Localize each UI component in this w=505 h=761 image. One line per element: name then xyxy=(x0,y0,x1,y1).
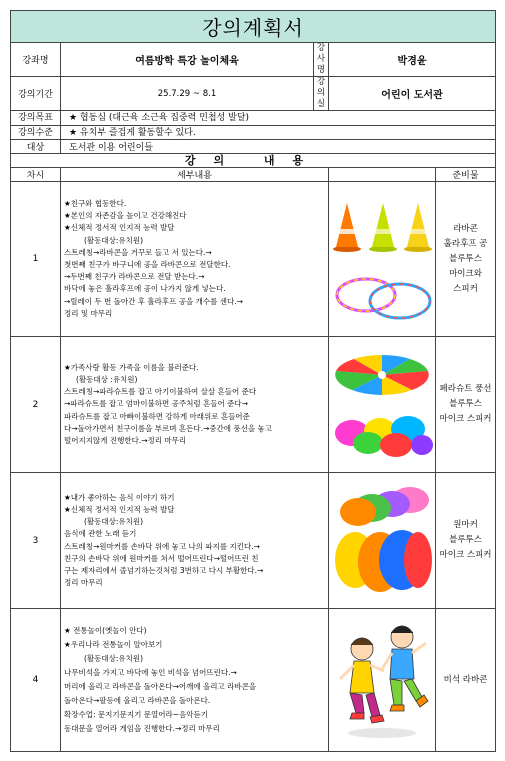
detail-line: 구는 제자리에서 졸넘기하는것처럼 3번하고 다시 부활한다.→ xyxy=(64,565,264,575)
material-item: 라바콘 xyxy=(453,223,478,234)
section-title: 강의 내용 xyxy=(11,154,496,168)
detail-line: →파라슈트를 잡고 엄마이불하면 공주처럼 흔들어 준다→ xyxy=(64,399,248,409)
detail-line: ★신체적 정서적 인지적 능력 발달 xyxy=(64,504,175,514)
detail-line: 파라슈트를 잡고 아빠이불하면 강하게 아래위로 흔들어준 xyxy=(64,411,250,421)
detail-line: 머리에 올리고 라바콘을 돌아온다→어깨에 올리고 라바콘을 xyxy=(64,682,257,691)
material-item: 마이크 스피커 xyxy=(439,550,492,560)
material-item: 페라슈트 풍선 xyxy=(439,384,492,394)
detail-line: 스트레칭→원마커를 손바닥 위에 놓고 나의 파지를 지킨다.→ xyxy=(64,541,260,551)
header-image xyxy=(329,168,436,182)
objective-level-labels xyxy=(11,111,61,140)
detail-line: (활동대상 :유치원) xyxy=(76,374,138,384)
lecture-name-value: 여름방학 특강 놀이체육 xyxy=(61,43,314,77)
document-title: 강의계획서 xyxy=(11,11,496,43)
material-item: 원마커 xyxy=(453,520,478,530)
kid-left xyxy=(340,638,384,723)
objective-level-values xyxy=(61,111,496,140)
detail-line: 돌아온다→팔등에 올리고 라바콘을 돌아온다. xyxy=(64,696,211,705)
header-materials: 준비물 xyxy=(436,168,496,182)
session-row-4 xyxy=(11,609,496,752)
session-row-3 xyxy=(11,473,496,609)
kids-playing-illustration xyxy=(330,613,435,748)
session-materials xyxy=(436,337,496,473)
level-value: ★ 유치부 즐겁게 활동할수 있다. xyxy=(61,125,495,139)
detail-line: →두번째 친구가 라바콘으로 전달 받는다.→ xyxy=(64,272,205,282)
detail-line: 동대문을 열어라 게임을 진행한다.→정리 마무리 xyxy=(64,724,220,733)
disc-markers-image xyxy=(329,473,436,609)
lecture-name-label: 강좌명 xyxy=(11,43,61,77)
detail-line: (활동대상:유치원) xyxy=(84,517,144,527)
detail-line: (활동대상:유치원) xyxy=(84,235,144,245)
session-details xyxy=(61,609,329,752)
lecture-plan-table xyxy=(10,10,496,752)
session-materials xyxy=(436,609,496,752)
detail-line: →릴레이 두 번 돌아간 후 훌라후프 공을 개수를 센다.→ xyxy=(64,296,243,306)
material-item: 블루투스 xyxy=(449,253,482,264)
detail-line: ★우리나라 전통놀이 알아보기 xyxy=(64,640,163,649)
cones-hoops-illustration xyxy=(330,189,435,329)
header-details: 세부내용 xyxy=(61,168,329,182)
target-label: 대상 xyxy=(11,140,61,154)
instructor-label-text: 강사명 xyxy=(316,43,326,75)
kids-playing-image xyxy=(329,609,436,752)
detail-line: 나무비석을 가지고 바닥에 놓인 비석을 넘어뜨린다.→ xyxy=(64,668,237,677)
objective-label: 강의목표 xyxy=(18,113,53,123)
session-details xyxy=(61,473,329,609)
room-value: 어린이 도서관 xyxy=(329,77,496,111)
disc-markers-illustration xyxy=(330,478,435,603)
kid-right xyxy=(382,626,428,711)
detail-line: 스트레칭→파라슈트를 잡고 아기이불하여 살살 흔들어 준다 xyxy=(64,387,257,397)
detail-line: 친구의 손바닥 위에 원마커를 쳐서 떨어뜨린다→떨어뜨린 친 xyxy=(64,553,259,563)
material-item: 마이크와 xyxy=(449,268,482,279)
header-session: 차시 xyxy=(11,168,61,182)
detail-line: 떨어지지않게 진행한다.→정리 마무리 xyxy=(64,436,187,445)
session-index: 4 xyxy=(11,609,61,752)
detail-line: 다→돌아가면서 친구이름을 부르며 흔든다.→중간에 풍선을 놓고 xyxy=(64,423,272,433)
material-item: 스피커 xyxy=(453,283,478,294)
level-label: 강의수준 xyxy=(11,125,60,139)
session-materials xyxy=(436,182,496,337)
detail-line: ★친구와 협동한다. xyxy=(64,198,127,208)
detail-line: 정리 마무리 xyxy=(64,578,103,588)
detail-line: ★본인의 자존감을 높이고 건강해진다 xyxy=(64,211,187,221)
session-row-2 xyxy=(11,337,496,473)
session-details xyxy=(61,182,329,337)
detail-line: 음식에 관한 노래 듣기 xyxy=(64,529,137,539)
material-item: 마이크 스피커 xyxy=(439,414,492,424)
detail-line: (활동대상:유치원) xyxy=(84,654,144,663)
session-details xyxy=(61,337,329,473)
material-item: 블루투스 xyxy=(449,399,482,409)
target-value: 도서관 이용 어린이들 xyxy=(61,140,496,154)
detail-line: 확장수업: 문지기문지기 문열어라~음악듣기 xyxy=(64,710,208,719)
parachute-balloons-illustration xyxy=(330,345,435,465)
material-item: 블루투스 xyxy=(449,535,482,545)
period-value: 25.7.29 ~ 8.1 xyxy=(61,77,314,111)
detail-line: ★가족사랑 활동 가족을 이름을 불러준다. xyxy=(64,362,199,372)
material-item: 비석 라바콘 xyxy=(443,674,488,685)
detail-line: 첫번째 친구가 바구니에 공을 라바콘으로 전달한다. xyxy=(64,260,231,269)
period-label: 강의기간 xyxy=(11,77,61,111)
session-row-1 xyxy=(11,182,496,337)
detail-line: 스트레칭→라바콘을 거꾸로 들고 서 있는다.→ xyxy=(64,247,212,257)
objective-value: ★ 협동심 (대근육 소근육 집중력 민첩성 발달) xyxy=(69,113,250,123)
room-label-text: 강의실 xyxy=(316,77,326,109)
session-index: 3 xyxy=(11,473,61,609)
instructor-value: 박경윤 xyxy=(329,43,496,77)
detail-line: ★내가 좋아하는 음식 이야기 하기 xyxy=(64,492,175,502)
parachute-balloons-image xyxy=(329,337,436,473)
instructor-label xyxy=(314,43,329,77)
lecture-plan-document xyxy=(10,10,495,752)
cones-hoops-image xyxy=(329,182,436,337)
detail-line: ★신체적 정서적 인지적 능력 발달 xyxy=(64,223,175,233)
detail-line: 정리 및 마무리 xyxy=(64,308,113,318)
detail-line: ★ 전통놀이(옛놀이 안다) xyxy=(64,626,147,635)
material-item: 훌라후프 공 xyxy=(443,238,488,249)
room-label xyxy=(314,77,329,111)
session-materials xyxy=(436,473,496,609)
session-index: 2 xyxy=(11,337,61,473)
detail-line: 바닥에 놓은 훌라후프에 공이 나가지 않게 넣는다. xyxy=(64,284,226,294)
session-index: 1 xyxy=(11,182,61,337)
